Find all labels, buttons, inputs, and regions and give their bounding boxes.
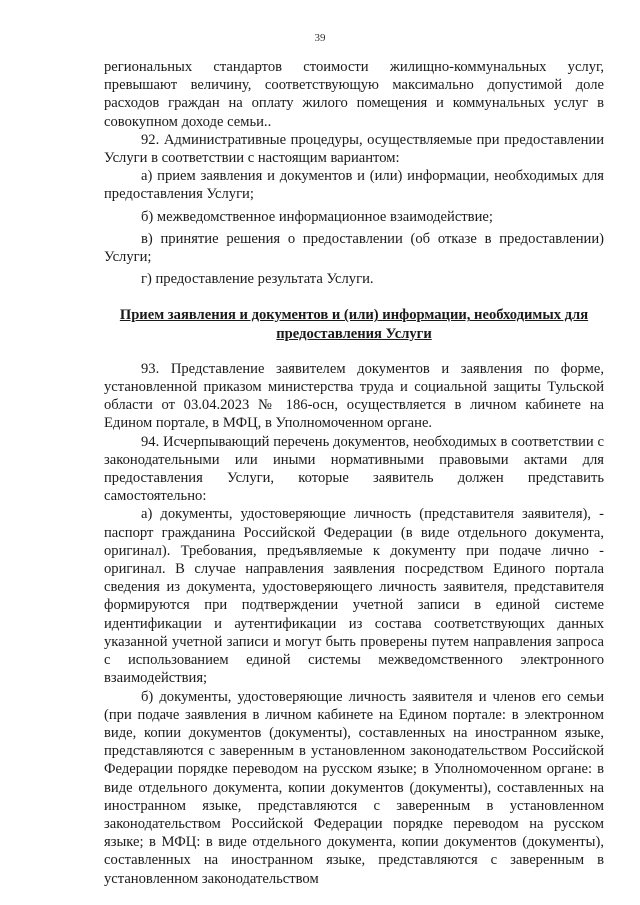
paragraph-94-b: б) документы, удостоверяющие личность заявителя и членов его семьи (при подаче заявления в личном кабинете на Едином портале: в электронном виде, копии документов (документы), составленных на иностранном языке, представляются с заверенным в установленном законодательством Российской Федерации порядке переводом на русском языке; в Уполномоченном органе: в виде отдельного документа, копии документов (документы), составленных на иностранном языке, представляются с заверенным в установленном законодательством Российской Федерации порядке переводом на русском языке; в МФЦ: в виде отдельного документа, копии документов (документы), составленных на иностранном языке, представляются с заверенным в установленном законодательством: [104, 688, 604, 887]
document-body: [104, 58, 604, 888]
list-item-g: г) предоставление результата Услуги.: [141, 271, 374, 288]
paragraph-continuation: региональных стандартов стоимости жилищно-коммунальных услуг, превышают величину, соответствующую максимально допустимой доле расходов граждан на оплату жилого помещения и коммунальных услуг в совокупном доходе семьи..: [104, 59, 604, 130]
paragraph-92: 92. Административные процедуры, осуществляемые при предоставлении Услуги в соответствии с настоящим вариантом:: [104, 131, 604, 167]
list-item-v: в) принятие решения о предоставлении (об отказе в предоставлении) Услуги;: [104, 230, 604, 266]
list-item-b: б) межведомственное информационное взаимодействие;: [141, 208, 493, 225]
paragraph-93: 93. Представление заявителем документов и заявления по форме, установленной приказом министерства труда и социальной защиты Тульской области от 03.04.2023 № 186-осн, осуществляется в личном кабинете на Едином портале, в МФЦ, в Уполномоченном органе.: [104, 360, 604, 432]
page-number: 39: [314, 32, 326, 44]
section-heading: Прием заявления и документов и (или) информации, необходимых для предоставления Услуги: [119, 307, 589, 342]
paragraph-94: 94. Исчерпывающий перечень документов, необходимых в соответствии с законодательными или иными нормативными правовыми актами для предоставления Услуги, которые заявитель должен представить самостоятельно:: [104, 433, 604, 505]
list-item-a: а) прием заявления и документов и (или) информации, необходимых для предоставления Услуги;: [104, 168, 604, 203]
paragraph-94-a: а) документы, удостоверяющие личность (представителя заявителя), - паспорт гражданина Российской Федерации (в виде отдельного документа, оригинал). Требования, предъявляемые к документу при подаче лично - оригинал. В случае направления заявления посредством Единого портала сведения из документа, удостоверяющего личность заявителя, представителя формируются при подтверждении учетной записи в единой системе идентификации и аутентификации из состава соответствующих данных указанной учетной записи и могут быть проверены путем направления запроса с использованием единой системы межведомственного электронного взаимодействия;: [104, 506, 604, 687]
